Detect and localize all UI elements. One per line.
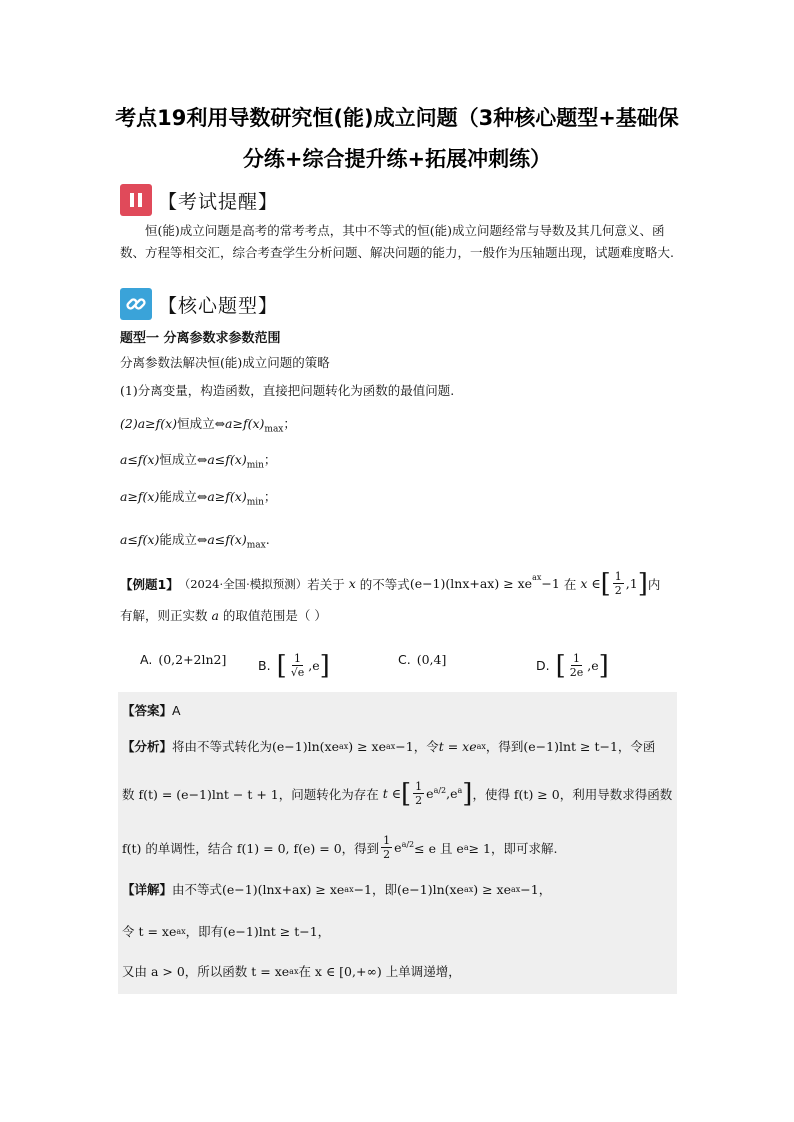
detail-line-3: 又由 a > 0，所以函数 t = xe ax 在 x ∈ [0,+∞) 上单调递增， (122, 964, 461, 979)
type1-strategy: 分离参数法解决恒(能)成立问题的策略 (120, 355, 330, 370)
rule-line: a≤f(x)能成立$\Leftrightarrow a\le f(x)_{max}$. (120, 532, 270, 551)
page-title: 考点19利用导数研究恒(能)成立问题（3种核心题型+基础保分练+综合提升练+拓展冲刺练） (115, 106, 679, 171)
detail-line-2: 令 t = xe ax ，即有(e−1)lnt ≥ t−1， (122, 924, 331, 939)
analysis-line-3: f(t) 的单调性，结合 f(1) = 0, f(e) = 0，得到 $\frac{1}{2}$ $e^{a/2}$ ≤ e 且 e a ≥ 1，即可求解. (122, 834, 558, 861)
example-source: （2024·全国·模拟预测） (178, 576, 308, 591)
section-core-header (120, 288, 278, 320)
answer-line: 【答案】 A (122, 702, 181, 718)
section-core-label: 【核心题型】 (158, 294, 279, 317)
link-icon (120, 288, 152, 320)
rule-line: a≥f(x)能成立$\Leftrightarrow a\ge f(x)_{min}$； (120, 489, 277, 508)
example-stem: 【例题1】 （2024·全国·模拟预测） 若关于 x 的不等式 (e−1)(lnx+ax) ≥ xe $^{ax}$ −1 在 x ∈ [ $\frac{1}{2}$ ,1 ] 内 (120, 568, 661, 599)
section-reminder-label: 【考试提醒】 (158, 190, 279, 213)
analysis-line-2: 数 f(t) = (e−1)lnt − t + 1，问题转化为存在 t ∈ [ $\frac{1}{2}$ $e^{a/2},e^a$ ] ，使得 f(t) ≥ 0，利用导数求得函数 (122, 778, 673, 809)
pause-bars-icon (120, 184, 152, 216)
answer-value: A (172, 702, 181, 718)
detail-line-1: 【详解】 由不等式(e−1)(lnx+ax) ≥ xe ax −1，即(e−1)ln(xe ax ) ≥ xe ax −1， (122, 881, 552, 897)
fraction-half: $\frac{1}{2}$ (614, 570, 622, 597)
example-inequality: (e−1)(lnx+ax) ≥ xe (409, 576, 533, 591)
choice-c[interactable]: C. (0,4] (398, 652, 447, 667)
example-label: 【例题1】 (120, 576, 179, 592)
reminder-paragraph: 恒(能)成立问题是高考的常考考点，其中不等式的恒(能)成立问题经常与导数及其几何意义、函数、方程等相交汇，综合考查学生分析问题、解决问题的能力，一般作为压轴题出现，试题难度略大. (120, 223, 674, 260)
type1-step1: (1)分离变量，构造函数，直接把问题转化为函数的最值问题. (120, 383, 455, 398)
choice-d[interactable]: D. [ $\frac{1}{2e}$ ,e ] (536, 650, 609, 681)
rule-line: a≤f(x)恒成立$\Leftrightarrow a\le f(x)_{min}$； (120, 452, 277, 471)
section-reminder-header (120, 184, 278, 216)
choice-b[interactable]: B. [ $\frac{1}{√e}$ ,e ] (258, 650, 330, 681)
type1-title: 题型一 分离参数求参数范围 (120, 331, 281, 346)
example-stem-line2: 有解，则正实数 a 的取值范围是（ ） (120, 608, 327, 623)
choice-a[interactable]: A. (0,2+2ln2] (140, 652, 227, 667)
rule-line: (2)a≥f(x)恒成立$\Leftrightarrow a\ge f(x)_{max}$； (120, 416, 296, 435)
analysis-line-1: 【分析】 将由不等式转化为(e−1)ln(xe ax ) ≥ xe ax −1，令 t = xe ax ，得到(e−1)lnt ≥ t−1，令函 (122, 738, 656, 754)
